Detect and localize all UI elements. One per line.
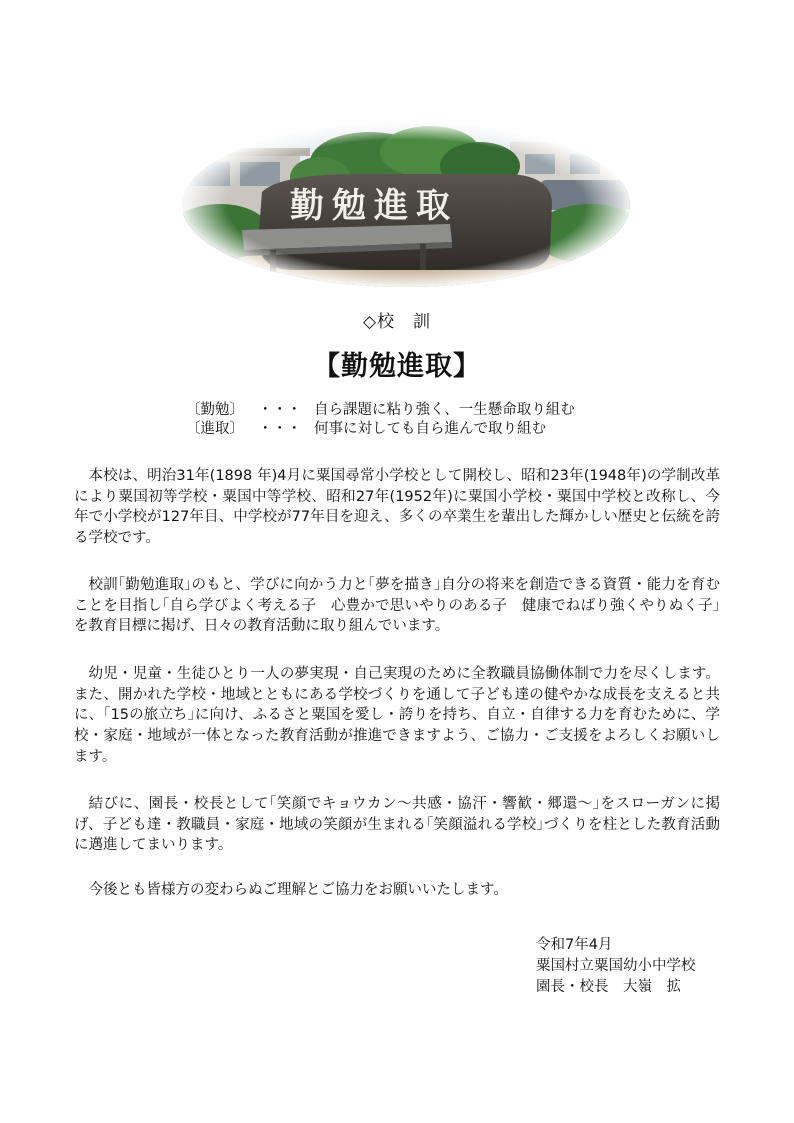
motto-term: 〔勤勉〕 bbox=[186, 402, 244, 418]
motto-meaning: 何事に対しても自ら進んで取り組む bbox=[314, 421, 546, 437]
paragraph-slogan: 結びに、園長・校長として｢笑顔でキョウカン～共感・協汗・響歓・郷還～｣をスローガンに掲げ、子ども達・教職員・家庭・地域の笑顔が生まれる｢笑顔溢れる学校｣づくりを柱とした教育活動に邁進してまいります。 bbox=[74, 796, 720, 854]
motto-dots: ・・・ bbox=[258, 402, 302, 418]
paragraph-closing: 今後とも皆様方の変わらぬご理解とご協力をお願いいたします。 bbox=[88, 882, 508, 898]
motto-dots: ・・・ bbox=[258, 421, 302, 437]
motto-definition bbox=[186, 398, 575, 419]
paragraph-educational-goals: 校訓｢勤勉進取｣のもと、学びに向かう力と｢夢を描き｣自分の将来を創造できる資質・能力を育むことを目指し｢自ら学びよく考える子 心豊かで思いやりのある子 健康でねばり強くやりぬく子｣を教育目標に掲げ、日々の教育活動に取り組んでいます。 bbox=[74, 577, 720, 635]
motto-term: 〔進取〕 bbox=[186, 421, 244, 437]
motto-meaning: 自ら課題に粘り強く、一生懸命取り組む bbox=[314, 402, 575, 418]
signature-author: 園長・校長 大嶺 拡 bbox=[536, 979, 681, 995]
motto-heading: ◇校 訓 bbox=[362, 312, 432, 332]
signature-block bbox=[536, 935, 696, 998]
signature-school: 粟国村立粟国幼小中学校 bbox=[536, 958, 696, 974]
signature-date: 令和7年4月 bbox=[536, 937, 613, 953]
paragraph-history: 本校は、明治31年(1898 年)4月に粟国尋常小学校として開校し、昭和23年(1948年)の学制改革により粟国初等学校・粟国中等学校、昭和27年(1952年)に粟国小学校・粟国中学校と改称し、今年で小学校が127年目、中学校が77年目を迎え、多くの卒業生を輩出した輝かしい歴史と伝統を誇る学校です。 bbox=[74, 468, 720, 547]
motto-title: 【勤勉進取】 bbox=[313, 351, 481, 382]
motto-definition bbox=[186, 417, 546, 438]
paragraph-commitment: 幼児・児童・生徒ひとり一人の夢実現・自己実現のために全教職員協働体制で力を尽くします。また、開かれた学校・地域とともにある学校づくりを通して子ども達の健やかな成長を支えると共に、｢15の旅立ち｣に向け、ふるさと粟国を愛し・誇りを持ち、自立・自律する力を育むために、学校・家庭・地域が一体となった教育活動が推進できますよう、ご協力・ご支援をよろしくお願いします。 bbox=[74, 666, 720, 765]
motto-stone-photo bbox=[180, 122, 632, 288]
